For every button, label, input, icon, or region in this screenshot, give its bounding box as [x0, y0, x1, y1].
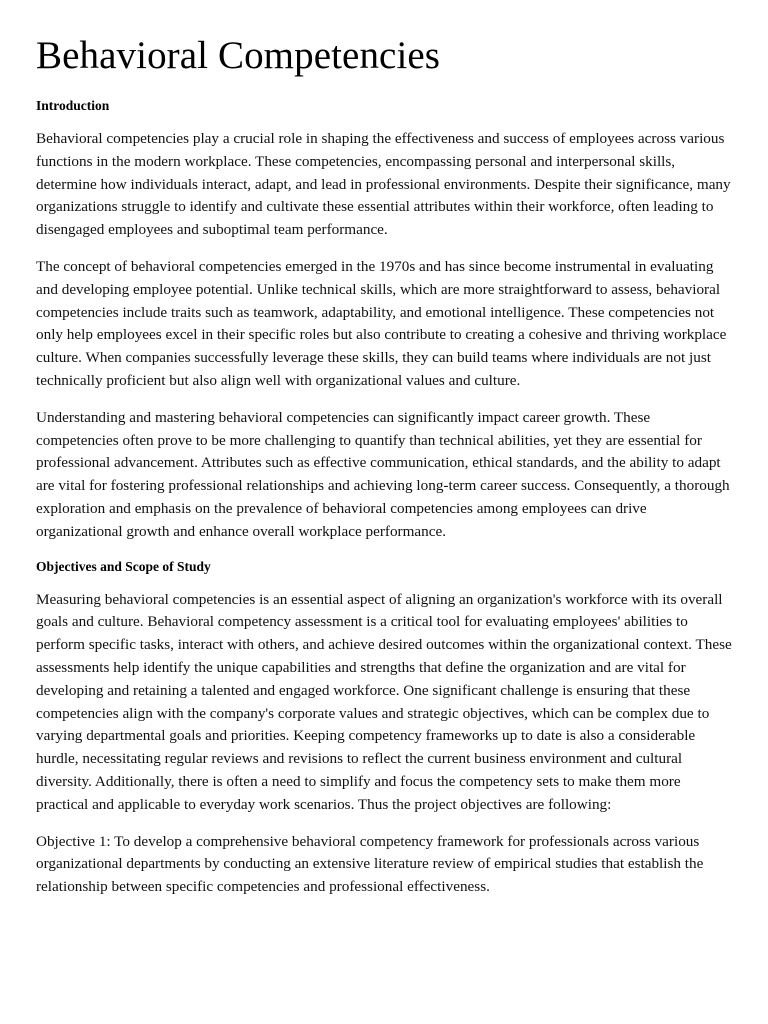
section-heading-objectives: Objectives and Scope of Study: [36, 558, 211, 574]
section-heading-introduction: Introduction: [36, 98, 110, 113]
paragraph: Behavioral competencies play a crucial role in shaping the effectiveness and success of employees across various functions in the modern workplace. These competencies, encompassing personal and interpersonal skills, determine how individuals interact, adapt, and lead in professional environments. Despite their significance, many organizations struggle to identify and cultivate these essential attributes within their workforce, often leading to disengaged employees and suboptimal team performance.: [36, 130, 731, 239]
paragraph: The concept of behavioral competencies emerged in the 1970s and has since become instrumental in evaluating and developing employee potential. Unlike technical skills, which are more straightforward to assess, behavioral competencies include traits such as teamwork, adaptability, and emotional intelligence. These competencies not only help employees excel in their specific roles but also contribute to creating a cohesive and thriving workplace culture. When companies successfully leverage these skills, they can build teams where individuals are not just technically proficient but also align well with organizational values and culture.: [36, 257, 727, 389]
paragraph: Measuring behavioral competencies is an essential aspect of aligning an organization's workforce with its overall goals and culture. Behavioral competency assessment is a critical tool for evaluating employees' abilities to perform specific tasks, interact with others, and achieve desired outcomes within the organizational context. These assessments help identify the unique capabilities and strengths that define the organization and are vital for developing and retaining a talented and engaged workforce. One significant challenge is ensuring that these competencies align with the company's corporate values and strategic objectives, which can be complex due to varying departmental goals and priorities. Keeping competency frameworks up to date is also a considerable hurdle, necessitating regular reviews and revisions to reflect the current business environment and cultural diversity. Additionally, there is often a need to simplify and focus the competency sets to make them more practical and applicable to everyday work scenarios. Thus the project objectives are following:: [36, 590, 732, 813]
page-title: Behavioral Competencies: [36, 34, 441, 77]
paragraph: Understanding and mastering behavioral competencies can significantly impact career growth. These competencies often prove to be more challenging to quantify than technical abilities, yet they are essential for professional advancement. Attributes such as effective communication, ethical standards, and the ability to adapt are vital for fostering professional relationships and achieving long-term career success. Consequently, a thorough exploration and emphasis on the prevalence of behavioral competencies among employees can drive organizational growth and enhance overall workplace performance.: [36, 408, 730, 540]
paragraph: Objective 1: To develop a comprehensive behavioral competency framework for professionals across various organizational departments by conducting an extensive literature review of empirical studies that establish the relationship between specific competencies and professional effectiveness.: [36, 832, 704, 896]
